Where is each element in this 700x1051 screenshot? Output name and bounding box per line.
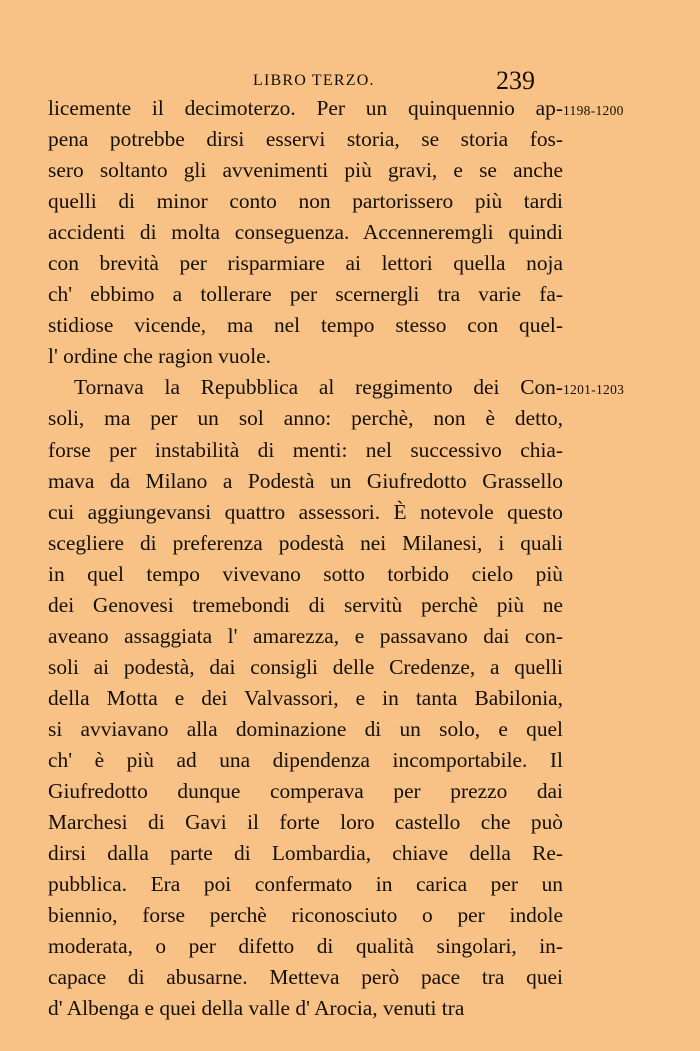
line-text: con brevità per risparmiare ai lettori quella noja bbox=[48, 251, 563, 276]
paragraph bbox=[0, 372, 700, 1024]
margin-note-years: 1201-1203 bbox=[563, 382, 625, 398]
line-text: mava da Milano a Podestà un Giufredotto Grassello bbox=[48, 468, 563, 493]
text-line bbox=[0, 435, 700, 466]
text-line bbox=[0, 93, 700, 124]
line-text: ch' ebbimo a tollerare per scernergli tra varie fa- bbox=[48, 282, 563, 307]
text-line bbox=[0, 497, 700, 528]
paragraph bbox=[0, 93, 700, 372]
line-text: sero soltanto gli avvenimenti più gravi, e se anche bbox=[48, 158, 563, 183]
text-line bbox=[0, 962, 700, 993]
line-text: Tornava la Repubblica al reggimento dei Con- bbox=[74, 375, 563, 400]
text-line bbox=[0, 869, 700, 900]
line-text: stidiose vicende, ma nel tempo stesso con quel- bbox=[48, 313, 563, 338]
line-text: d' Albenga e quei della valle d' Arocia, venuti tra bbox=[48, 996, 465, 1021]
line-text: aveano assaggiata l' amarezza, e passavano dai con- bbox=[48, 623, 563, 648]
text-line bbox=[0, 745, 700, 776]
text-line bbox=[0, 466, 700, 497]
line-text: in quel tempo vivevano sotto torbido cielo più bbox=[48, 561, 563, 586]
text-line bbox=[0, 310, 700, 341]
line-text: si avviavano alla dominazione di un solo, e quel bbox=[48, 716, 563, 741]
line-text: Marchesi di Gavi il forte loro castello che può bbox=[48, 810, 563, 835]
page-header bbox=[0, 66, 700, 96]
line-text: soli ai podestà, dai consigli delle Credenze, a quelli bbox=[48, 654, 563, 679]
line-text: Giufredotto dunque comperava per prezzo dai bbox=[48, 779, 563, 804]
text-line bbox=[0, 248, 700, 279]
text-line bbox=[0, 217, 700, 248]
line-text: accidenti di molta conseguenza. Accenneremgli quindi bbox=[48, 220, 563, 245]
text-line bbox=[0, 341, 700, 372]
line-text: soli, ma per un sol anno: perchè, non è detto, bbox=[48, 406, 563, 431]
line-text: dirsi dalla parte di Lombardia, chiave della Re- bbox=[48, 841, 563, 866]
text-line bbox=[0, 403, 700, 434]
text-line bbox=[0, 279, 700, 310]
line-text: capace di abusarne. Metteva però pace tra quei bbox=[48, 965, 563, 990]
text-line bbox=[0, 931, 700, 962]
text-line bbox=[0, 714, 700, 745]
text-line bbox=[0, 900, 700, 931]
text-line bbox=[0, 186, 700, 217]
page-number: 239 bbox=[496, 66, 535, 95]
text-line bbox=[0, 807, 700, 838]
text-line bbox=[0, 621, 700, 652]
line-text: scegliere di preferenza podestà nei Milanesi, i quali bbox=[48, 530, 563, 555]
line-text: licemente il decimoterzo. Per un quinquennio ap- bbox=[48, 96, 563, 120]
line-text: cui aggiungevansi quattro assessori. È notevole questo bbox=[48, 499, 563, 524]
running-head: LIBRO TERZO. bbox=[253, 72, 375, 89]
text-line bbox=[0, 590, 700, 621]
text-line bbox=[0, 683, 700, 714]
line-text: quelli di minor conto non partorissero più tardi bbox=[48, 189, 563, 214]
text-line bbox=[0, 993, 700, 1024]
line-text: pena potrebbe dirsi esservi storia, se storia fos- bbox=[48, 127, 563, 152]
line-text: biennio, forse perchè riconosciuto o per indole bbox=[48, 903, 563, 928]
text-line bbox=[0, 372, 700, 403]
text-line bbox=[0, 838, 700, 869]
line-text: della Motta e dei Valvassori, e in tanta Babilonia, bbox=[48, 685, 563, 710]
line-text: moderata, o per difetto di qualità singolari, in- bbox=[48, 934, 563, 959]
text-line bbox=[0, 155, 700, 186]
line-text: forse per instabilità di menti: nel successivo chia- bbox=[48, 437, 563, 462]
line-text: ch' è più ad una dipendenza incomportabile. Il bbox=[48, 747, 563, 772]
body-text bbox=[0, 93, 700, 1024]
line-text: l' ordine che ragion vuole. bbox=[48, 344, 272, 369]
text-line bbox=[0, 528, 700, 559]
text-line bbox=[0, 124, 700, 155]
text-line bbox=[0, 559, 700, 590]
margin-note-years: 1198-1200 bbox=[563, 103, 624, 118]
text-line bbox=[0, 652, 700, 683]
line-text: dei Genovesi tremebondi di servitù perchè più ne bbox=[48, 592, 563, 617]
line-text: pubblica. Era poi confermato in carica per un bbox=[48, 872, 563, 897]
text-line bbox=[0, 776, 700, 807]
